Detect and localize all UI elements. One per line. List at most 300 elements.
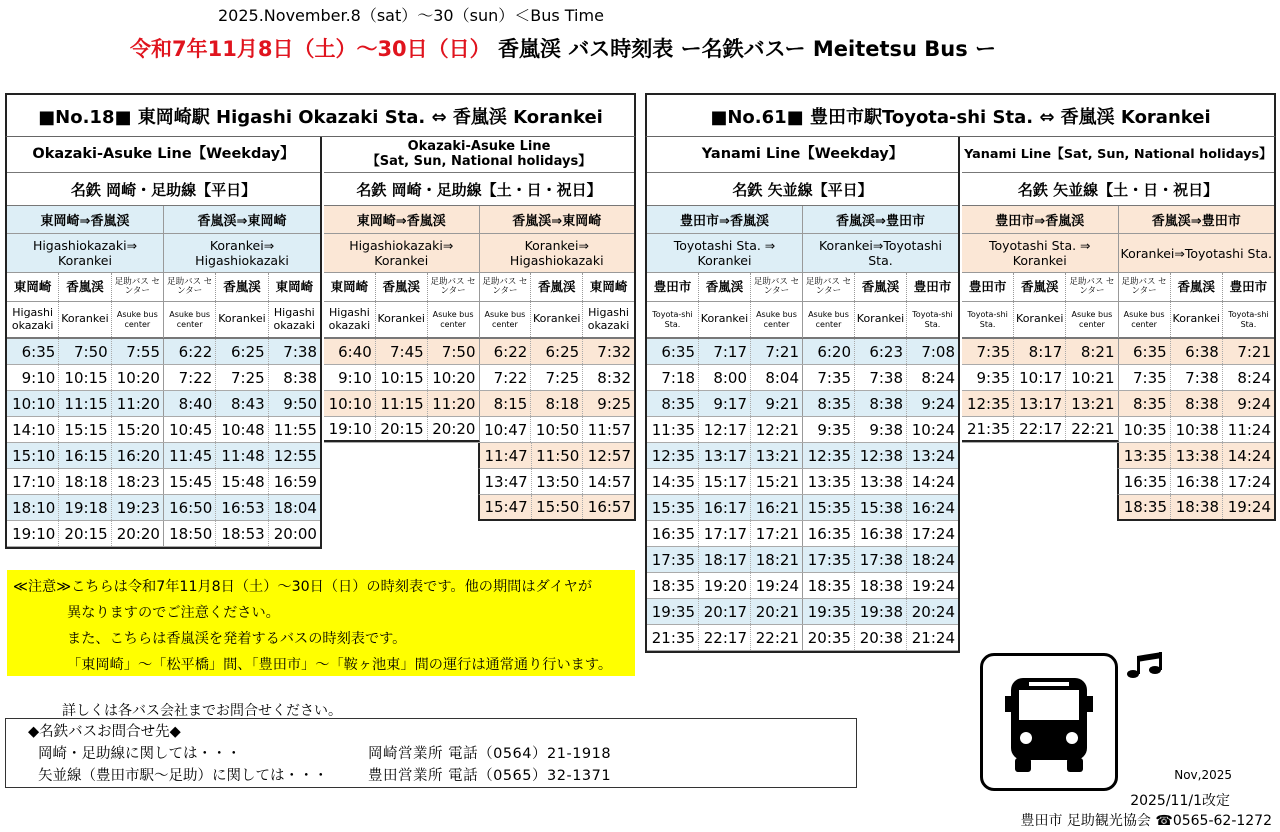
route61-weekday-line-en: Yanami Line【Weekday】 (647, 137, 958, 173)
time-cell: 15:47 (480, 495, 532, 519)
route18-wd-ret-dir-en: Korankei⇒ Higashiokazaki (164, 234, 320, 273)
notice-line: ≪注意≫こちらは令和7年11月8日（土）～30日（日）の時刻表です。他の期間はダイヤが (13, 579, 593, 595)
notice-line: 「東岡崎」～「松平橋」間、「豊田市」～「鞍ヶ池東」間の運行は通常通り行います。 (67, 657, 613, 673)
time-cell: 14:57 (587, 472, 632, 491)
time-cell: 20:24 (911, 602, 955, 621)
stop-en: Korankei (59, 302, 111, 337)
time-group (647, 339, 803, 364)
time-cell: 16:24 (911, 498, 955, 517)
time-cell: 18:24 (911, 550, 955, 569)
time-group (647, 469, 803, 494)
time-cell: 10:45 (164, 417, 216, 442)
time-cell: 12:21 (755, 420, 799, 439)
time-cell: 16:17 (699, 495, 751, 520)
time-cell: 9:24 (921, 394, 955, 413)
time-cell: 9:10 (324, 365, 376, 390)
time-cell: 13:17 (699, 443, 751, 468)
time-group (803, 417, 958, 442)
time-cell: 15:35 (647, 495, 699, 520)
time-group (480, 391, 635, 416)
time-group (164, 495, 320, 520)
stop: 足助バス センター (480, 273, 532, 301)
route61-block (645, 93, 1276, 653)
time-cell: 8:04 (765, 368, 799, 387)
time-cell: 11:45 (164, 443, 216, 468)
stop: 東岡崎 (589, 278, 628, 294)
footer-nov: Nov,2025 (1174, 768, 1232, 782)
time-group (478, 495, 634, 521)
time-group (962, 469, 1117, 495)
route18-wd-ret-stops (164, 273, 320, 302)
route61-wd-out-dir-ja: 豊田市⇒香嵐渓 (647, 206, 802, 234)
time-cell: 11:20 (432, 394, 476, 413)
route61-holiday-line-ja: 名鉄 矢並線【土・日・祝日】 (962, 173, 1274, 206)
time-cell: 9:21 (765, 394, 799, 413)
route61-wd-ret-dir-en: Korankei⇒Toyotashi Sta. (803, 234, 958, 273)
time-group (164, 417, 320, 442)
stop: 香嵐渓 (1171, 273, 1223, 301)
time-cell: 15:21 (755, 472, 799, 491)
table-row (647, 521, 958, 547)
time-cell: 10:35 (1119, 417, 1171, 442)
time-cell: 8:32 (597, 368, 631, 387)
route61-hd-ret-dir-ja: 香嵐渓⇒豊田市 (1119, 206, 1275, 234)
contact-row (14, 765, 848, 787)
route18-wd-out-dir-en: Higashiokazaki⇒ Korankei (7, 234, 163, 273)
route18-wd-out-stops (7, 273, 163, 302)
time-cell: 18:35 (647, 573, 699, 598)
route61-hd-out-dir-ja: 豊田市⇒香嵐渓 (962, 206, 1118, 234)
route61-weekday-times (647, 339, 958, 651)
time-cell: 13:35 (803, 469, 855, 494)
route18-holiday-line-ja: 名鉄 岡崎・足助線【土・日・祝日】 (324, 173, 634, 206)
time-cell: 7:38 (1171, 365, 1223, 390)
stop: 豊田市 (647, 273, 699, 301)
contact-query: 岡崎・足助線に関しては・・・ (38, 746, 241, 762)
time-cell: 17:38 (855, 547, 907, 572)
time-cell: 10:24 (911, 420, 955, 439)
table-row (324, 391, 634, 417)
time-cell: 18:10 (7, 495, 59, 520)
time-group (324, 391, 480, 416)
route61-wd-ret-stops-en (803, 302, 958, 338)
stop-en: Korankei (1171, 302, 1223, 337)
time-cell: 6:25 (216, 339, 268, 364)
stop: 東岡崎 (324, 273, 376, 301)
time-group (803, 391, 958, 416)
time-cell: 7:22 (164, 365, 216, 390)
stop: 足助バス センター (753, 276, 800, 296)
route18-wd-ret-dir-ja: 香嵐渓⇒東岡崎 (164, 206, 320, 234)
route18-weekday-dirhead (7, 206, 320, 339)
route18-hd-out-stops-en (324, 302, 479, 338)
route18-holiday-dirhead (324, 206, 634, 339)
line-en-2: 【Sat, Sun, National holidays】 (366, 153, 592, 169)
time-cell: 6:23 (855, 339, 907, 364)
stop-en: Asuke bus center (116, 310, 158, 329)
contact-query: 矢並線（豊田市駅～足助）に関しては・・・ (38, 768, 328, 784)
time-group (647, 547, 803, 572)
stop: 香嵐渓 (59, 273, 111, 301)
stop-en: Higashi okazaki (587, 305, 630, 332)
time-cell: 9:24 (1237, 394, 1272, 413)
music-note-icon (1124, 650, 1164, 682)
time-cell: 7:55 (126, 342, 160, 361)
route18-hd-ret-stops (480, 273, 635, 302)
time-cell: 20:20 (116, 524, 160, 543)
time-cell: 7:38 (855, 365, 907, 390)
route61-holiday-times (962, 339, 1274, 521)
time-cell: 10:50 (531, 417, 583, 442)
time-cell: 10:47 (480, 417, 532, 442)
time-group (324, 443, 478, 469)
stop: 足助バス センター (803, 273, 855, 301)
time-group (164, 443, 320, 468)
time-group (803, 547, 958, 572)
time-group (803, 365, 958, 390)
time-cell: 21:24 (911, 628, 955, 647)
route61-weekday-ret-head (803, 206, 958, 338)
time-cell: 6:35 (7, 339, 59, 364)
time-cell: 19:38 (855, 599, 907, 624)
time-group (164, 365, 320, 390)
stop: 豊田市 (962, 273, 1014, 301)
time-cell: 16:50 (164, 495, 216, 520)
route61-holiday-out-head (962, 206, 1119, 338)
time-cell: 18:35 (803, 573, 855, 598)
table-row (7, 339, 320, 365)
route18-hd-out-dir-ja: 東岡崎⇒香嵐渓 (324, 206, 479, 234)
time-group (478, 469, 634, 495)
route18-weekday-line-ja: 名鉄 岡崎・足助線【平日】 (7, 173, 320, 206)
stop-en: Korankei (376, 302, 428, 337)
time-cell: 19:18 (59, 495, 111, 520)
table-row (647, 417, 958, 443)
time-cell: 7:35 (1119, 365, 1171, 390)
time-group (164, 391, 320, 416)
time-cell: 12:55 (273, 446, 317, 465)
time-cell: 15:48 (216, 469, 268, 494)
time-group (1119, 417, 1275, 442)
time-cell: 10:10 (324, 391, 376, 416)
route61-holiday-ret-head (1119, 206, 1275, 338)
time-cell: 11:15 (59, 391, 111, 416)
time-group (324, 469, 478, 495)
stop: 足助バス センター (430, 276, 476, 296)
table-row (324, 443, 634, 469)
time-cell: 10:38 (1171, 417, 1223, 442)
time-cell: 11:20 (116, 394, 160, 413)
time-cell: 11:24 (1227, 420, 1272, 439)
table-row (324, 495, 634, 521)
stop: 足助バス センター (164, 273, 216, 301)
time-cell: 16:35 (803, 521, 855, 546)
time-cell: 13:21 (1071, 394, 1115, 413)
time-cell: 14:10 (7, 417, 59, 442)
time-cell: 7:45 (376, 339, 428, 364)
time-cell: 7:17 (699, 339, 751, 364)
time-cell: 8:35 (1119, 391, 1171, 416)
contact-row (14, 743, 848, 765)
time-group (647, 495, 803, 520)
time-group (1117, 495, 1274, 521)
time-group (962, 443, 1117, 469)
route61-hd-ret-stops (1119, 273, 1275, 302)
time-cell: 19:24 (911, 576, 955, 595)
time-cell: 16:38 (855, 521, 907, 546)
time-cell: 7:08 (921, 342, 955, 361)
time-cell: 20:00 (273, 524, 317, 543)
table-row (7, 417, 320, 443)
route18-holiday-line-en (324, 137, 634, 173)
time-cell: 7:38 (283, 342, 317, 361)
table-row (647, 625, 958, 651)
stop-en: Asuke bus center (432, 310, 474, 329)
route18-weekday-out-head (7, 206, 164, 338)
time-cell: 14:35 (647, 469, 699, 494)
stop-en: Korankei (699, 302, 751, 337)
stop-en: Toyota-shi Sta. (647, 302, 699, 337)
route18-holiday-times (324, 339, 634, 521)
route61-hd-out-dir-en: Toyotashi Sta. ⇒ Korankei (962, 234, 1118, 273)
time-cell: 6:38 (1171, 339, 1223, 364)
time-cell: 13:17 (1014, 391, 1066, 416)
time-cell: 7:21 (1237, 342, 1272, 361)
time-cell: 11:35 (647, 417, 699, 442)
table-row (7, 495, 320, 521)
time-cell: 8:38 (283, 368, 317, 387)
stop: 香嵐渓 (855, 273, 907, 301)
time-cell: 8:35 (647, 391, 699, 416)
time-group (324, 339, 480, 364)
time-cell: 7:18 (647, 365, 699, 390)
table-row (962, 339, 1274, 365)
route18-weekday-line-en: Okazaki-Asuke Line【Weekday】 (7, 137, 320, 173)
time-cell: 16:35 (1119, 469, 1171, 494)
time-group (7, 365, 164, 390)
time-cell: 16:20 (116, 446, 160, 465)
time-group (7, 391, 164, 416)
table-row (7, 521, 320, 547)
time-cell: 8:18 (531, 391, 583, 416)
time-group (7, 521, 164, 546)
time-cell: 20:17 (699, 599, 751, 624)
time-cell: 13:38 (1171, 443, 1223, 468)
route61-holiday (962, 137, 1276, 521)
stop: 東岡崎 (275, 278, 314, 294)
time-cell: 19:24 (1227, 498, 1271, 516)
route18-holiday-out-head (324, 206, 480, 338)
notice-line: 異なりますのでご注意ください。 (67, 605, 280, 621)
stop: 香嵐渓 (1014, 273, 1066, 301)
time-cell: 22:21 (755, 628, 799, 647)
time-group (7, 443, 164, 468)
route61-holiday-line-en: Yanami Line【Sat, Sun, National holidays】 (962, 137, 1274, 173)
time-cell: 7:21 (765, 342, 799, 361)
table-row (647, 365, 958, 391)
time-group (7, 495, 164, 520)
time-cell: 18:23 (116, 472, 160, 491)
table-row (962, 495, 1274, 521)
route18-weekday-ret-head (164, 206, 320, 338)
time-group (7, 417, 164, 442)
time-cell: 16:15 (59, 443, 111, 468)
time-group (647, 365, 803, 390)
time-cell: 20:21 (755, 602, 799, 621)
route61-wd-out-dir-en: Toyotashi Sta. ⇒ Korankei (647, 234, 802, 273)
time-cell: 9:35 (962, 365, 1014, 390)
time-cell: 10:10 (7, 391, 59, 416)
table-row (7, 365, 320, 391)
stop-en: Toyota-shi Sta. (962, 302, 1014, 337)
table-row (647, 391, 958, 417)
time-cell: 16:57 (587, 498, 632, 516)
time-cell: 6:20 (803, 339, 855, 364)
time-cell: 21:35 (962, 417, 1014, 440)
time-group (647, 625, 803, 650)
time-group (803, 521, 958, 546)
route61-hd-ret-dir-en: Korankei⇒Toyotashi Sta. (1119, 234, 1275, 273)
route18-hd-out-stops (324, 273, 479, 302)
time-cell: 15:45 (164, 469, 216, 494)
title-main: 香嵐渓 バス時刻表 ー名鉄バスー Meitetsu Bus ー (497, 37, 997, 61)
time-group (1117, 443, 1274, 469)
route18-wd-out-stops-en (7, 302, 163, 338)
time-cell: 19:35 (803, 599, 855, 624)
time-cell: 17:35 (647, 547, 699, 572)
stop: 豊田市 (913, 278, 952, 294)
stop-en: Korankei (855, 302, 907, 337)
time-cell: 18:53 (216, 521, 268, 546)
time-cell: 16:59 (273, 472, 317, 491)
route61-hd-out-stops-en (962, 302, 1118, 338)
notice-box (7, 570, 635, 676)
time-cell: 12:38 (855, 443, 907, 468)
time-group (803, 573, 958, 598)
stop-en: Higashi okazaki (324, 302, 376, 337)
time-cell: 11:57 (587, 420, 631, 439)
line-en-1: Okazaki-Asuke Line (407, 139, 551, 155)
time-cell: 10:15 (59, 365, 111, 390)
top-subtitle: 2025.November.8（sat）～30（sun）＜Bus Time (218, 6, 604, 25)
time-cell: 14:24 (911, 472, 955, 491)
time-cell: 16:53 (216, 495, 268, 520)
time-cell: 18:38 (855, 573, 907, 598)
route18-weekday (5, 137, 322, 549)
time-cell: 15:38 (855, 495, 907, 520)
time-group (962, 365, 1119, 390)
route61-wd-out-stops-en (647, 302, 802, 338)
stop-en: Asuke bus center (803, 302, 855, 337)
stop: 足助バス センター (1119, 273, 1171, 301)
stop: 足助バス センター (1069, 276, 1115, 296)
stop: 香嵐渓 (216, 273, 268, 301)
stop-en: Asuke bus center (164, 302, 216, 337)
time-cell: 12:35 (803, 443, 855, 468)
time-cell: 19:23 (116, 498, 160, 517)
stop: 豊田市 (1229, 278, 1268, 294)
time-group (803, 443, 958, 468)
time-cell: 9:50 (283, 394, 317, 413)
time-cell: 6:35 (1119, 339, 1171, 364)
table-row (324, 365, 634, 391)
time-cell: 6:25 (531, 339, 583, 364)
time-cell: 8:35 (803, 391, 855, 416)
time-cell: 10:21 (1071, 368, 1115, 387)
time-cell: 8:40 (164, 391, 216, 416)
time-cell: 13:21 (755, 446, 799, 465)
route18-holiday-ret-head (480, 206, 635, 338)
time-cell: 19:10 (324, 417, 376, 440)
table-row (324, 339, 634, 365)
route18-holiday (324, 137, 636, 521)
time-cell: 16:35 (647, 521, 699, 546)
time-group (803, 339, 958, 364)
time-group (1119, 391, 1275, 416)
time-group (803, 469, 958, 494)
time-cell: 8:17 (1014, 339, 1066, 364)
time-cell: 12:35 (962, 391, 1014, 416)
time-cell: 15:17 (699, 469, 751, 494)
route18-hd-ret-stops-en (480, 302, 635, 338)
time-cell: 18:50 (164, 521, 216, 546)
time-cell: 22:21 (1071, 419, 1115, 438)
time-cell: 8:21 (1080, 342, 1115, 361)
time-group (647, 521, 803, 546)
time-group (803, 625, 958, 650)
time-cell: 7:32 (597, 342, 631, 361)
time-cell: 15:35 (803, 495, 855, 520)
time-cell: 20:15 (376, 417, 428, 440)
stop-en: Korankei (1014, 302, 1066, 337)
time-group (803, 495, 958, 520)
time-group (647, 573, 803, 598)
time-cell: 17:24 (1227, 472, 1271, 491)
table-row (647, 469, 958, 495)
route18-title: ■No.18■ 東岡崎駅 Higashi Okazaki Sta. ⇔ 香嵐渓 Korankei (5, 93, 636, 137)
contact-office: 豊田営業所 電話（0565）32-1371 (368, 768, 612, 784)
time-cell: 12:35 (647, 443, 699, 468)
music-note-svg (1124, 650, 1164, 682)
time-cell: 12:17 (699, 417, 751, 442)
table-row (647, 599, 958, 625)
time-cell: 7:25 (531, 365, 583, 390)
stop: 足助バス センター (114, 276, 160, 296)
detail-text: 詳しくは各バス会社までお問合せください。 (62, 703, 342, 719)
route18-weekday-times (7, 339, 320, 547)
time-group (647, 599, 803, 624)
time-cell: 18:18 (59, 469, 111, 494)
time-cell: 17:24 (911, 524, 955, 543)
route18-hd-out-dir-en: Higashiokazaki⇒ Korankei (324, 234, 479, 273)
time-cell: 11:47 (480, 443, 532, 468)
time-cell: 7:25 (216, 365, 268, 390)
time-cell: 22:17 (1014, 417, 1066, 440)
time-group (647, 417, 803, 442)
stop-en: Toyota-shi Sta. (912, 310, 953, 329)
time-group (480, 417, 635, 442)
footer-revision: 2025/11/1改定 (1130, 793, 1230, 809)
time-cell: 8:38 (1171, 391, 1223, 416)
title-date: 令和7年11月8日（土）～30日（日） (130, 37, 491, 61)
table-row (962, 469, 1274, 495)
time-group (962, 417, 1119, 442)
route61-weekday-line-ja: 名鉄 矢並線【平日】 (647, 173, 958, 206)
time-cell: 15:20 (116, 420, 160, 439)
table-row (7, 443, 320, 469)
time-cell: 8:43 (216, 391, 268, 416)
time-group (7, 339, 164, 364)
